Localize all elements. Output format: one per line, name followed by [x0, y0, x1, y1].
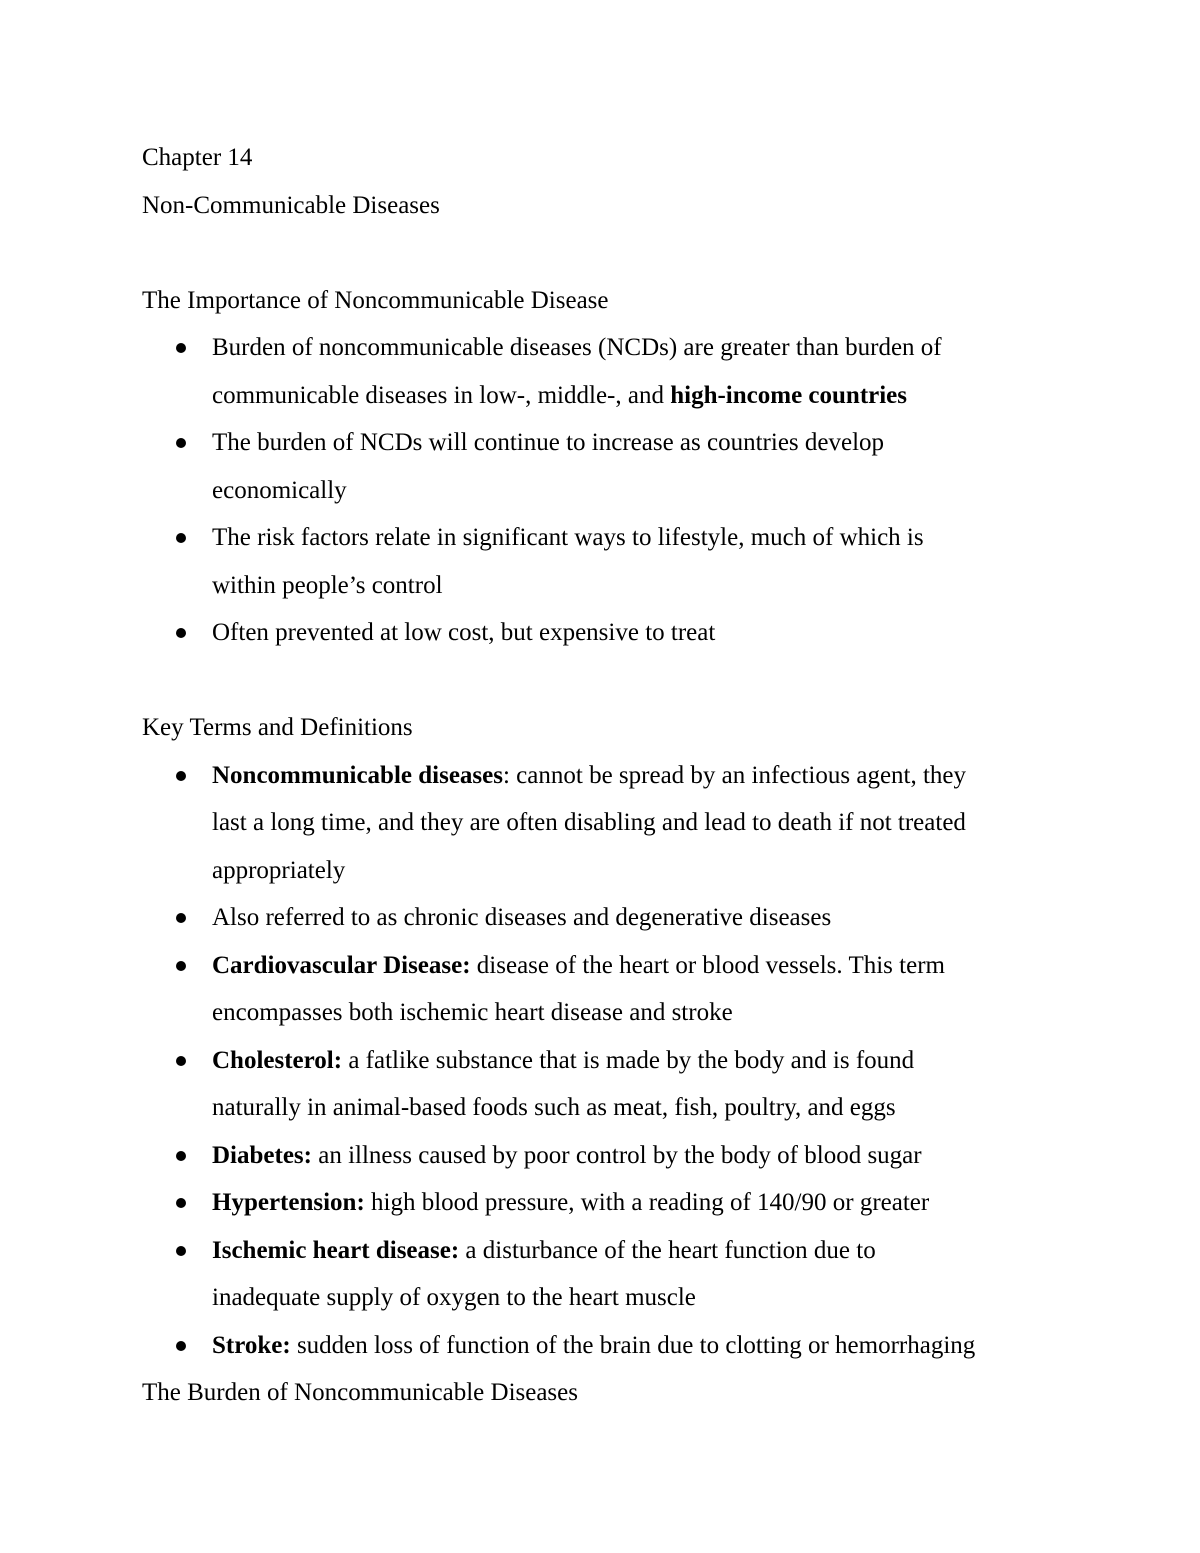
- section-heading-importance: The Importance of Noncommunicable Disease: [142, 286, 609, 314]
- term-definition: naturally in animal-based foods such as meat, fish, poultry, and eggs: [212, 1094, 896, 1121]
- bullet-icon: [176, 961, 186, 971]
- term-definition: sudden loss of function of the brain due to clotting or hemorrhaging: [290, 1331, 976, 1359]
- bullet-icon: [176, 438, 186, 448]
- list-item: [142, 609, 1062, 657]
- bullet-icon: [176, 628, 186, 638]
- term-name: Hypertension:: [212, 1189, 365, 1216]
- term-definition: inadequate supply of oxygen to the heart muscle: [212, 1284, 696, 1311]
- bullet-text: within people’s control: [212, 571, 443, 599]
- bullet-icon: [176, 1151, 186, 1161]
- term-name: Cardiovascular Disease:: [212, 951, 471, 979]
- term-line: [212, 1132, 1062, 1180]
- term-definition: appropriately: [212, 856, 346, 884]
- bullet-text: Burden of noncommunicable diseases (NCDs) are greater than burden of: [212, 334, 942, 361]
- bullet-text: Also referred to as chronic diseases and degenerative diseases: [212, 904, 832, 931]
- term-name: Stroke:: [212, 1331, 291, 1359]
- term-line: [212, 942, 1062, 990]
- term-definition: : cannot be spread by an infectious agent, they: [502, 761, 967, 789]
- term-line: [212, 1322, 1062, 1370]
- section-heading-burden: The Burden of Noncommunicable Diseases: [142, 1379, 578, 1406]
- list-item: [142, 419, 1062, 514]
- term-definition: high blood pressure, with a reading of 140/90 or greater: [364, 1189, 930, 1216]
- spacer: [142, 657, 1062, 705]
- list-item: [142, 1132, 1062, 1180]
- bullet-icon: [176, 533, 186, 543]
- bullet-text-bold: high-income countries: [670, 381, 908, 409]
- bullet-text: [212, 372, 1062, 420]
- bullet-icon: [176, 343, 186, 353]
- chapter-title: Chapter 14: [142, 144, 253, 171]
- list-item: [142, 514, 1062, 609]
- list-item: [142, 1179, 1062, 1227]
- term-definition: last a long time, and they are often disabling and lead to death if not treated: [212, 809, 966, 836]
- term-definition: a disturbance of the heart function due to: [459, 1236, 876, 1264]
- bullet-icon: [176, 1198, 186, 1208]
- term-name: Diabetes:: [212, 1141, 312, 1169]
- list-item: [142, 1322, 1062, 1370]
- list-item: [142, 752, 1062, 895]
- key-terms-list: [142, 752, 1062, 1370]
- bullet-text: Often prevented at low cost, but expensive to treat: [212, 619, 716, 646]
- list-item: [142, 1227, 1062, 1322]
- term-name: Ischemic heart disease:: [212, 1236, 460, 1264]
- bullet-text-plain: communicable diseases in low-, middle-, and: [212, 381, 671, 409]
- term-line: [212, 752, 1062, 800]
- bullet-icon: [176, 1056, 186, 1066]
- bullet-icon: [176, 913, 186, 923]
- term-name: Noncommunicable diseases: [212, 761, 503, 789]
- list-item: [142, 1037, 1062, 1132]
- term-line: [212, 1037, 1062, 1085]
- importance-bullet-list: [142, 324, 1062, 657]
- term-line: [212, 1179, 1062, 1227]
- chapter-subtitle: Non-Communicable Diseases: [142, 191, 440, 219]
- bullet-text: economically: [212, 476, 347, 504]
- bullet-text: The burden of NCDs will continue to increase as countries develop: [212, 429, 885, 456]
- list-item: [142, 894, 1062, 942]
- term-definition: an illness caused by poor control by the body of blood sugar: [311, 1141, 922, 1169]
- bullet-icon: [176, 1246, 186, 1256]
- bullet-icon: [176, 1341, 186, 1351]
- spacer: [142, 229, 1062, 277]
- term-definition: disease of the heart or blood vessels. This term: [470, 951, 945, 979]
- term-line: [212, 1227, 1062, 1275]
- list-item: [142, 324, 1062, 419]
- term-definition: encompasses both ischemic heart disease and stroke: [212, 999, 733, 1026]
- document-page: [142, 134, 1062, 1417]
- term-name: Cholesterol:: [212, 1046, 343, 1074]
- section-heading-key-terms: Key Terms and Definitions: [142, 714, 413, 741]
- list-item: [142, 942, 1062, 1037]
- term-definition: a fatlike substance that is made by the body and is found: [342, 1046, 915, 1074]
- bullet-icon: [176, 771, 186, 781]
- bullet-text: The risk factors relate in significant ways to lifestyle, much of which is: [212, 524, 924, 551]
